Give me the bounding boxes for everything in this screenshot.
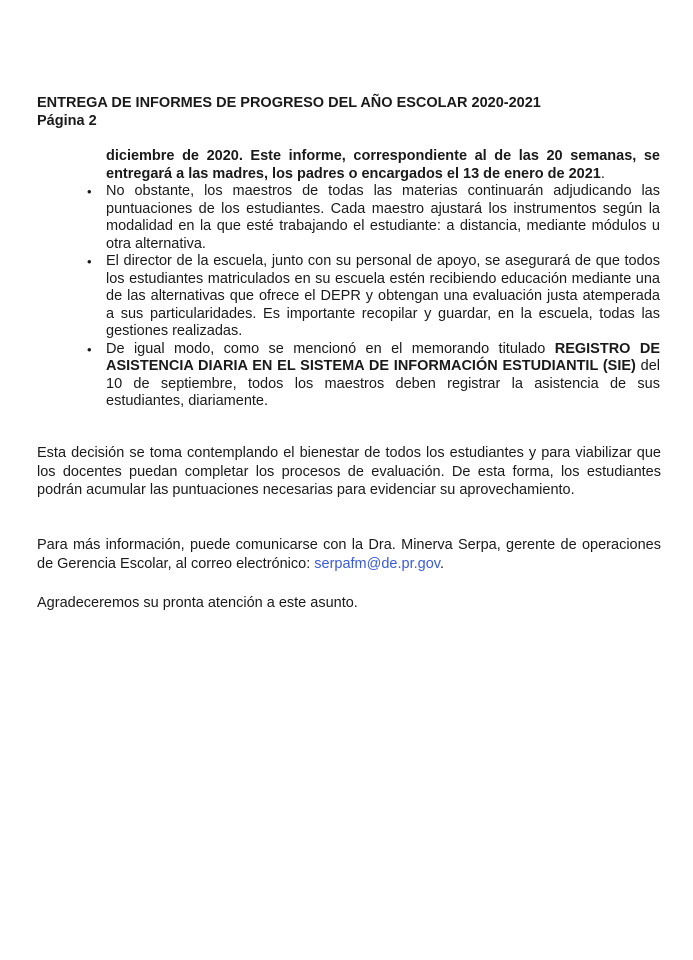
bullet-text: No obstante, los maestros de todas las materias continuarán adjudicando las puntuaciones de los estudiantes. Cada maestro ajustará los instrumentos según la modalidad en la que esté trabajando el estudiante: a distancia, mediante módulos u otra alternativa. xyxy=(106,183,660,252)
document-header xyxy=(37,94,667,130)
bullet-dot-icon: • xyxy=(87,341,92,357)
email-link[interactable]: serpafm@de.pr.gov xyxy=(314,555,440,572)
paragraph-thanks: Agradeceremos su pronta atención a este asunto. xyxy=(37,595,358,611)
continuation-end: . xyxy=(600,165,605,182)
bullet-dot-icon: • xyxy=(87,254,92,269)
list-item xyxy=(84,253,660,341)
bullet-text: El director de la escuela, junto con su personal de apoyo, se asegurará de que todos los estudiantes matriculados en su escuela estén recibiendo educación mediante una de las alternativas que ofrece el DEPR y obtengan una evaluación justa atemperada a sus particularidades. Es importante recopilar y guardar, en la escuela, todas las gestiones realizadas. xyxy=(106,253,660,339)
bullet-dot-icon: • xyxy=(87,184,92,199)
paragraph-contact xyxy=(37,536,661,573)
bullet-text-after: del 10 de septiembre, todos los maestros deben registrar la asistencia de sus estudiantes, diariamente. xyxy=(106,358,660,409)
list-item xyxy=(84,341,660,411)
memo-title: REGISTRO DE ASISTENCIA DIARIA EN EL SISTEMA DE INFORMACIÓN ESTUDIANTIL (SIE) xyxy=(106,340,660,374)
continuation-text xyxy=(106,148,660,183)
bullet-list xyxy=(84,183,660,411)
document-title: ENTREGA DE INFORMES DE PROGRESO DEL AÑO ESCOLAR 2020-2021 xyxy=(37,95,541,111)
bullet-section xyxy=(84,148,660,411)
page-number: Página 2 xyxy=(37,113,97,129)
contact-end: . xyxy=(439,555,444,572)
bullet-text-before: De igual modo, como se mencionó en el memorando titulado xyxy=(106,340,555,357)
contact-text: Para más información, puede comunicarse con la Dra. Minerva Serpa, gerente de operaciones de Gerencia Escolar, al correo electrónico: xyxy=(37,537,661,572)
list-item xyxy=(84,183,660,253)
paragraph-decision: Esta decisión se toma contemplando el bienestar de todos los estudiantes y para viabilizar que los docentes puedan completar los procesos de evaluación. De esta forma, los estudiantes podrán acumular las puntuaciones necesarias para evidenciar su aprovechamiento. xyxy=(37,445,661,498)
continuation-bold: diciembre de 2020. Este informe, correspondiente al de las 20 semanas, se entregará a las madres, los padres o encargados el 13 de enero de 2021 xyxy=(106,148,660,182)
